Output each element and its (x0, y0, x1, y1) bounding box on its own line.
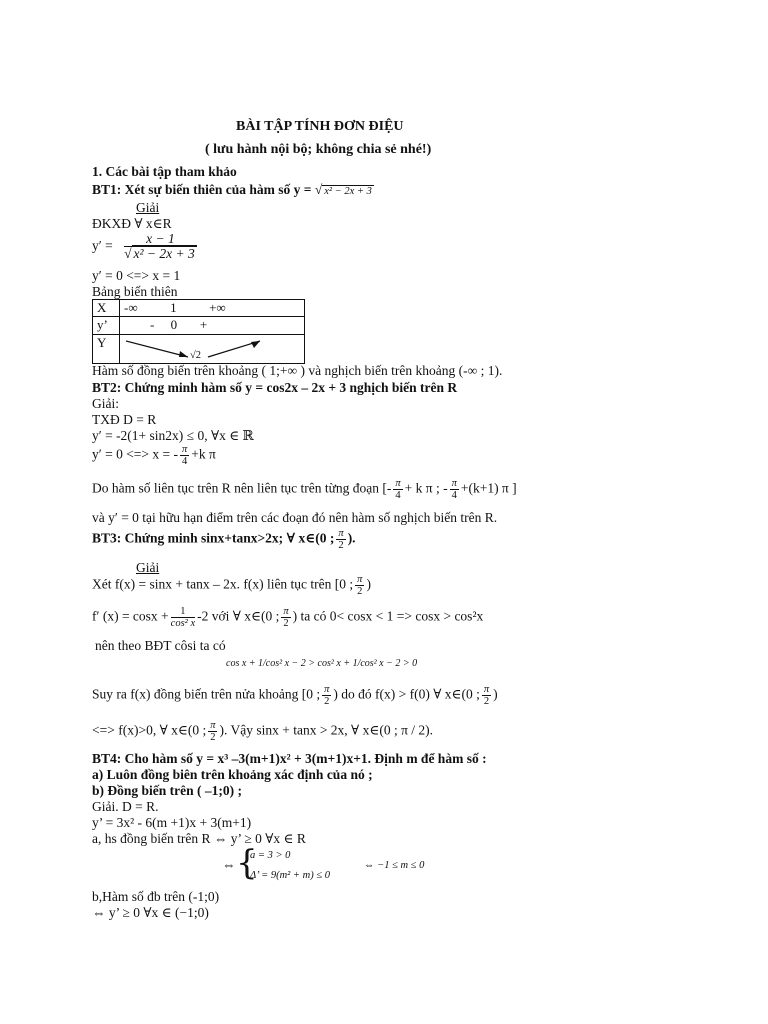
bt3-xet-b: ) (366, 576, 371, 592)
bt1-denominator: x² − 2x + 3 (133, 246, 195, 262)
bt1-conclusion: Hàm số đồng biến trên khoảng ( 1;+∞ ) và nghịch biến trên khoảng (-∞ ; 1). (92, 363, 503, 378)
bt2-cont-c: +(k+1) π ] (460, 480, 517, 496)
section-heading: 1. Các bài tập tham khảo (92, 164, 237, 179)
frac-two: 2 (324, 696, 330, 708)
bt3-heading-a: BT3: Chứng minh sinx+tanx>2x; ∀ x∈(0 ; (92, 530, 335, 546)
bt2-zero-a: y′ = 0 <=> x = - (92, 446, 179, 462)
bt4-b-last: ⇔ y’ ≥ 0 ∀x ∈ (−1;0) (92, 905, 209, 920)
bt2-zero-b: +k π (191, 446, 216, 462)
frac-pi: π (210, 720, 216, 731)
bt1-heading: BT1: Xét sự biến thiên của hàm số y = √ x² − 2x + 3 (92, 182, 372, 197)
bt1-table-label: Bảng biến thiên (92, 284, 178, 299)
bt3-suy-a: Suy ra f(x) đồng biến trên nửa khoảng [0 ; (92, 686, 321, 702)
variation-table (92, 299, 305, 364)
bt4-b-line: b,Hàm số đb trên (-1;0) (92, 889, 220, 904)
frac-pi: π (324, 684, 330, 695)
frac-two: 2 (357, 586, 363, 598)
bt2-heading: BT2: Chứng minh hàm số y = cos2x – 2x + 3 nghịch biến trên R (92, 380, 458, 395)
frac-pi: π (395, 478, 401, 489)
bt3-fp-c: ) ta có 0< cosx < 1 => cosx > cos²x (292, 608, 484, 624)
frac-four: 4 (395, 490, 401, 502)
bt3-suy-b: ) do đó f(x) > f(0) ∀ x∈(0 ; (333, 686, 480, 702)
bt4-part-a: a) Luôn đồng biên trên khoảng xác định của nó ; (92, 767, 373, 782)
bt3-xet-a: Xét f(x) = sinx + tanx – 2x. f(x) liên tục trên [0 ; (92, 576, 354, 592)
frac-two: 2 (483, 696, 490, 708)
bt3-concl-a: <=> f(x)>0, ∀ x∈(0 ; (92, 722, 207, 738)
document-page: BÀI TẬP TÍNH ĐƠN ĐIỆU ( lưu hành nội bộ; không chia sẻ nhé!) 1. Các bài tập tham khảo BT1: Xét sự biến thiên của hàm số y = √ x² − 2x + 3 Giải ĐKXĐ ∀ x∈R y′ = $\frac{x - 1}{\text{√ x² − 2x + 3}}$ y′ = 0 <=> x = 1 Bảng biến thiên X -∞ 1 +∞ y’ - 0 + Y √2 Hàm số đồng biến trên khoảng ( 1;+∞ ) và nghịch biến trên khoảng (-∞ ; 1). BT2: Chứng minh hàm số y = cos2x – 2x + 3 nghịch biến trên R Giải: TXĐ D = R y′ = -2(1+ sin2x) ≤ 0, ∀x ∈ ℝ y′ = 0 <=> x = - $\frac{\pi}{4}$ +k π Do hàm số liên tục trên R nên liên tục trên từng đoạn [- $\frac{\pi}{4}$ + k π ; - $\frac{\pi}{4}$ +(k+1) π ] và y′ = 0 tại hữu hạn điểm trên các đoạn đó nên hàm số nghịch biến trên R. BT3: Chứng minh sinx+tanx>2x; ∀ x∈(0 ; $\frac{\pi}{2}$ ). Giải Xét f(x) = sinx + tanx – 2x. f(x) liên tục trên [0 ; $\frac{\pi}{2}$ ) f′ (x) = cosx + $\frac{1}{\text{cos² x}}$ -2 với ∀ x∈(0 ; $\frac{\pi}{2}$ ) ta có 0< cosx < 1 => cosx > cos²x nên theo BĐT côsi ta có cos x + 1/cos² x − 2 > cos² x + 1/cos² x − 2 > 0 Suy ra f(x) đồng biến trên nửa khoảng [0 ; $\frac{\pi}{2}$ ) do đó f(x) > f(0) ∀ x∈(0 ; $\frac{\pi}{2}$ ) <=> f(x)>0, ∀ x∈(0 ; $\frac{\pi}{2}$ ). Vậy sinx + tanx > 2x, ∀ x∈(0 ; π / 2). BT4: Cho hàm số y = x³ –3(m+1)x² + 3(m+1)x+1. Định m để hàm số : a) Luôn đồng biên trên khoảng xác định của nó ; b) Đồng biến trên ( –1;0) ; Giải. D = R. y’ = 3x² - 6(m +1)x + 3(m+1) a, hs đồng biến trên R ⇔ y’ ≥ 0 ∀x ∈ R ⇔ { a = 3 > 0 Δ’ = 9(m² + m) ≤ 0 ⇔ −1 ≤ m ≤ 0 b,Hàm số đb trên (-1;0) ⇔ y’ ≥ 0 ∀x ∈ (−1;0) (92, 119, 517, 920)
frac-two: 2 (210, 732, 216, 744)
frac-pi: π (182, 444, 188, 455)
table-y-label: Y (93, 334, 120, 363)
bt1-giai: Giải (136, 200, 160, 215)
frac-four: 4 (451, 490, 457, 502)
bt3-giai: Giải (136, 560, 160, 575)
bt3-fp-a: f′ (x) = cosx + (92, 608, 169, 624)
table-yp-label: y’ (93, 317, 120, 334)
bt1-yprime: y′ = (92, 237, 117, 253)
bt3-heading-b: ). (347, 530, 356, 546)
bt3-suy (92, 684, 498, 707)
bt3-inequality: cos x + 1/cos² x − 2 > cos² x + 1/cos² x − 2 > 0 (226, 658, 418, 669)
bt4-a-line: a, hs đồng biến trên R ⇔ y’ ≥ 0 ∀x ∈ R (92, 831, 306, 846)
bt1-heading-text: BT1: Xét sự biến thiên của hàm số y = (92, 182, 315, 197)
frac-two: 2 (283, 618, 289, 630)
table-y-row (120, 334, 305, 363)
bt3-xet (92, 574, 371, 597)
frac-pi: π (451, 478, 457, 489)
bt1-radicand: x² − 2x + 3 (324, 186, 372, 197)
table-yp-row: - 0 + (120, 317, 305, 334)
bt2-cont-a: Do hàm số liên tục trên R nên liên tục trên từng đoạn [- (92, 480, 392, 496)
table-y-min: √2 (190, 349, 202, 361)
system-result: ⇔ −1 ≤ m ≤ 0 (364, 860, 425, 871)
bt4-part-b: b) Đồng biến trên ( –1;0) ; (92, 783, 242, 798)
bt2-continuity (92, 478, 517, 501)
bt2-derivative: y′ = -2(1+ sin2x) ≤ 0, ∀x ∈ ℝ (92, 428, 254, 443)
bt2-domain: TXĐ D = R (92, 412, 157, 427)
doc-subtitle: ( lưu hành nội bộ; không chia sẻ nhé!) (205, 142, 432, 157)
bt4-heading: BT4: Cho hàm số y = x³ –3(m+1)x² + 3(m+1)x+1. Định m để hàm số : (92, 751, 487, 766)
bt4-derivative: y’ = 3x² - 6(m +1)x + 3(m+1) (92, 815, 252, 830)
arrow-up-head (251, 341, 260, 348)
system-line-2: Δ’ = 9(m² + m) ≤ 0 (250, 870, 330, 881)
left-brace: { (236, 843, 258, 883)
bt3-bdt: nên theo BĐT côsi ta có (95, 638, 226, 653)
bt1-numerator: x − 1 (124, 232, 197, 247)
frac-cos2: cos² x (170, 618, 196, 630)
bt3-heading (92, 528, 356, 551)
bt2-cont-b: + k π ; - (404, 480, 448, 496)
frac-two: 2 (338, 540, 344, 552)
table-x-label: X (93, 300, 120, 317)
frac-one: 1 (171, 606, 195, 618)
bt2-zero (92, 444, 216, 467)
system-line-1: a = 3 > 0 (250, 850, 291, 861)
bt3-fp-b: -2 với ∀ x∈(0 ; (197, 608, 280, 624)
table-x-row: -∞ 1 +∞ (120, 300, 305, 317)
bt2-giai: Giải: (92, 396, 119, 411)
frac-pi: π (483, 684, 490, 695)
bt1-zero: y′ = 0 <=> x = 1 (92, 268, 181, 283)
bt2-line2: và y′ = 0 tại hữu hạn điểm trên các đoạn đó nên hàm số nghịch biến trên R. (92, 510, 498, 525)
bt4-giai: Giải. D = R. (92, 799, 159, 814)
bt3-concl-b: ). Vậy sinx + tanx > 2x, ∀ x∈(0 ; π / 2). (219, 722, 434, 738)
doc-title: BÀI TẬP TÍNH ĐƠN ĐIỆU (236, 119, 404, 134)
bt3-conclusion (92, 720, 433, 743)
bt3-fprime (92, 606, 483, 629)
bt3-suy-c: ) (493, 686, 498, 702)
arrow-down-head (179, 351, 188, 357)
frac-pi: π (338, 528, 344, 539)
bt1-domain: ĐKXĐ ∀ x∈R (92, 216, 172, 231)
variation-arrows (120, 335, 310, 365)
frac-four: 4 (182, 456, 188, 468)
bt1-derivative: y′ = $\frac{x - 1}{\text{√ x² − 2x + 3}}$ (92, 231, 195, 262)
frac-pi: π (283, 606, 289, 617)
frac-pi: π (357, 574, 363, 585)
arrow-down (126, 341, 188, 357)
